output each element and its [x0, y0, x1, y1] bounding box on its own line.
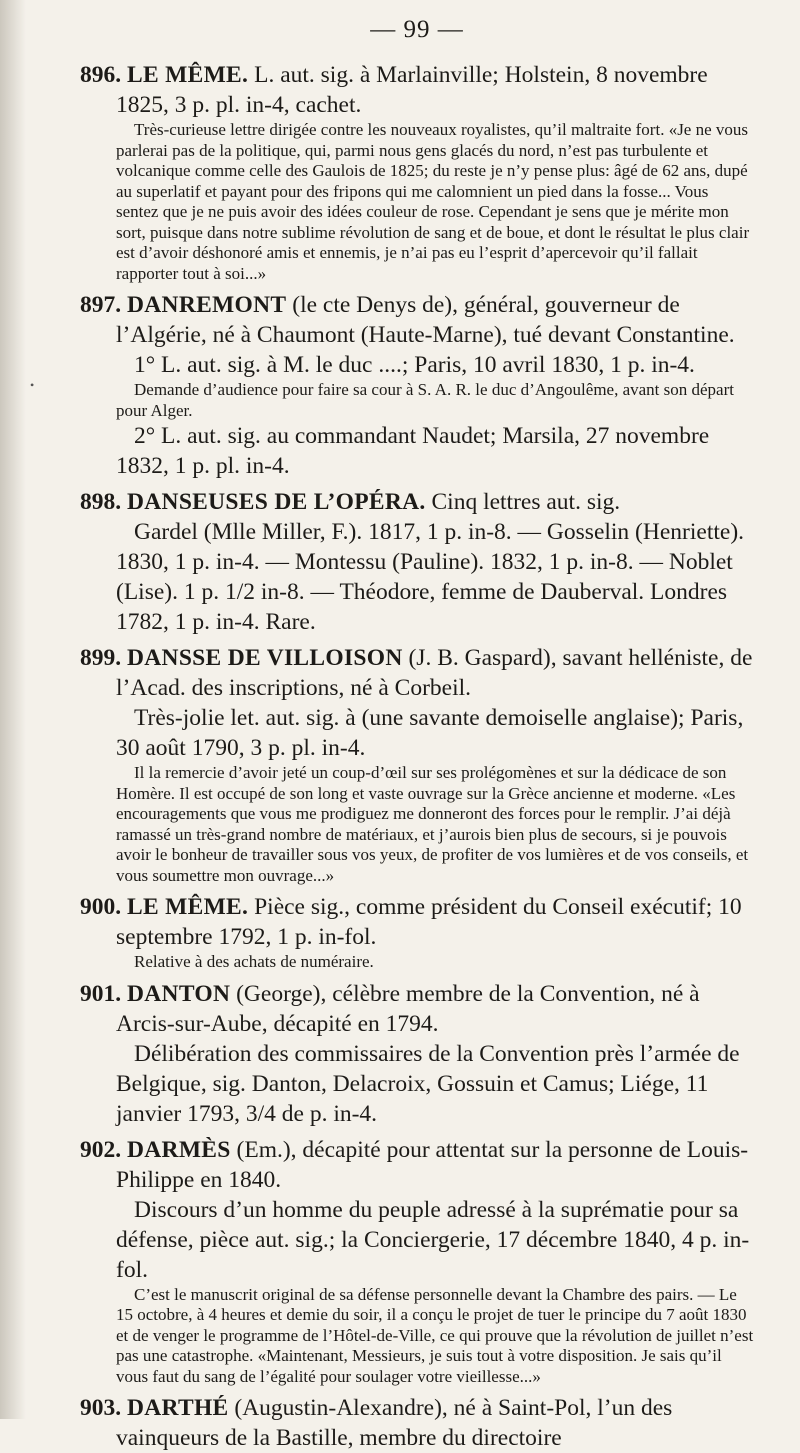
entry-heading — [80, 487, 754, 517]
entry-note: Demande d’audience pour faire sa cour à S. A. R. le duc d’Angoulême, avant son départ pour Alger. — [116, 380, 734, 420]
entry-heading — [80, 290, 754, 350]
entry-description: Cinq lettres aut. sig. — [425, 489, 621, 515]
page-number: — 99 — — [370, 16, 464, 43]
margin-dot: • — [30, 378, 35, 392]
entry-item: 2° L. aut. sig. au commandant Naudet; Marsila, 27 novembre 1832, 1 p. pl. in-4. — [116, 423, 710, 479]
entry-name: DANSSE DE VILLOISON — [127, 645, 403, 671]
catalog-entry-898 — [80, 487, 754, 637]
entry-description: (George), célèbre membre de la Convention, né à Arcis-sur-Aube, décapité en 1794. — [116, 980, 700, 1037]
catalog-entry-897 — [80, 290, 754, 481]
entry-name: DANREMONT — [127, 292, 287, 318]
catalog-entry-902 — [80, 1135, 754, 1388]
entry-detail: Gardel (Mlle Miller, F.). 1817, 1 p. in-8. — Gosselin (Henriette). 1830, 1 p. in-4. — Montessu (Pauline). 1832, 1 p. in-8. — Noblet (Lise). 1 p. 1/2 in-8. — Théodore, femme de Dauberval. Londres 1782, 1 p. in-4. Rare. — [116, 519, 745, 635]
entry-heading — [80, 1393, 754, 1453]
entry-heading — [80, 60, 754, 90]
entry-name: DARMÈS — [127, 1136, 231, 1163]
entry-description: L. aut. sig. à Marlainville; Holstein, 8 novembre — [248, 62, 708, 88]
binding-shadow — [0, 0, 26, 1419]
entry-name: LE MÊME. — [127, 894, 249, 920]
entry-name: DARTHÉ — [127, 1395, 229, 1421]
entry-number: 901. — [80, 980, 122, 1007]
entry-note: Il la remercie d’avoir jeté un coup-d’œil sur ses prolégomènes et sur la dédicace de son Homère. Il est occupé de son long et vaste ouvrage sur la Grèce ancienne et moderne. «Les encouragements que vous me prodiguez me donneront des forces pour le remplir. J’ai déjà ramassé un très-grand nombre de matériaux, et j’aurois bien plus de secours, si je pouvois avoir le bonheur de travailler sous vos yeux, de profiter de vos lumières et de vos conseils, et vous soumettre mon ouvrage...» — [116, 763, 749, 885]
entry-heading — [80, 892, 754, 952]
entry-description: (Em.), décapité pour attentat sur la personne de Louis-Philippe en 1840. — [116, 1136, 749, 1193]
entry-description: (le cte Denys de), général, gouverneur de l’Algérie, né à Chaumont (Haute-Marne), tué devant Constantine. — [116, 292, 735, 348]
catalog-entry-900 — [80, 892, 754, 973]
entry-number: 896. — [80, 62, 122, 88]
entry-description: (J. B. Gaspard), savant helléniste, de l’Acad. des inscriptions, né à Corbeil. — [116, 645, 753, 701]
catalog-entry-899 — [80, 643, 754, 886]
entry-heading — [80, 1135, 754, 1195]
entry-detail: Très-jolie let. aut. sig. à (une savante demoiselle anglaise); Paris, 30 août 1790, 3 p. pl. in-4. — [116, 705, 744, 761]
entry-note: Relative à des achats de numéraire. — [134, 952, 374, 971]
entry-detail: 1825, 3 p. pl. in-4, cachet. — [116, 92, 362, 118]
entry-heading — [80, 979, 754, 1039]
entry-number: 903. — [80, 1395, 122, 1421]
entry-name: DANTON — [127, 980, 231, 1007]
entry-number: 899. — [80, 645, 122, 671]
catalog-entry-903 — [80, 1393, 754, 1453]
entry-detail: Discours d’un homme du peuple adressé à la suprématie pour sa défense, pièce aut. sig.; la Conciergerie, 17 décembre 1840, 4 p. in-fol. — [116, 1196, 750, 1283]
entry-number: 898. — [80, 489, 122, 515]
catalog-entry-896 — [80, 60, 754, 284]
entry-description: (Augustin-Alexandre), né à Saint-Pol, l’un des vainqueurs de la Bastille, membre du directoire — [116, 1395, 673, 1451]
entry-number: 900. — [80, 894, 122, 920]
entry-description: Pièce sig., comme président du Conseil exécutif; 10 septembre 1792, 1 p. in-fol. — [116, 894, 742, 950]
catalog-entry-901 — [80, 979, 754, 1129]
entry-number: 902. — [80, 1136, 122, 1163]
entry-heading — [80, 643, 754, 703]
entry-item: 1° L. aut. sig. à M. le duc ....; Paris, 10 avril 1830, 1 p. in-4. — [134, 352, 695, 378]
entry-name: DANSEUSES DE L’OPÉRA. — [127, 489, 426, 515]
entry-note: Très-curieuse lettre dirigée contre les nouveaux royalistes, qu’il maltraite fort. «Je ne vous parlerai pas de la politique, qui, parmi nous gens glacés du nord, n’est pas turbulente et volcanique comme celle des Gaulois de 1825; du reste je n’y pense plus: âgé de 62 ans, dupé au superlatif et payant pour des fripons qui me calomnient un pied dans la fosse... Vous sentez que je ne puis avoir des idées couleur de rose. Cependant je sens que je mérite mon sort, puisque dans notre sublime révolution de sang et de boue, et dont le résultat le plus clair est d’avoir déshonoré amis et ennemis, je n’ai pas eu l’esprit d’apercevoir qu’il fallait rapporter tout à soi...» — [116, 120, 750, 283]
entry-number: 897. — [80, 292, 122, 318]
entry-name: LE MÊME. — [127, 62, 249, 88]
entry-note: C’est le manuscrit original de sa défense personnelle devant la Chambre des pairs. — Le 15 octobre, à 4 heures et demie du soir, il a conçu le projet de tuer le principe du 7 août 1830 et de venger le programme de l’Hôtel-de-Ville, ce qui prouve que la révolution de juillet n’est pas une catastrophe. «Maintenant, Messieurs, je suis tout à votre disposition. Je sais qu’il vous faut du sang de l’égalité pour soulager votre vieillesse...» — [116, 1284, 754, 1386]
entry-detail: Délibération des commissaires de la Convention près l’armée de Belgique, sig. Danton, Delacroix, Gossuin et Camus; Liége, 11 janvier 1793, 3/4 de p. in-4. — [116, 1040, 740, 1127]
